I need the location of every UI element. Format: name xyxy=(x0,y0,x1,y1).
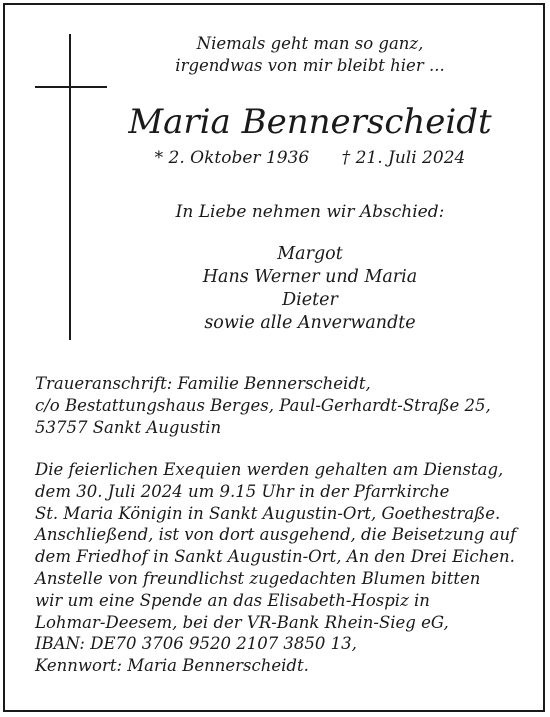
details-line: Anstelle von freundlichst zugedachten Blumen bitten xyxy=(35,568,481,588)
address-line: 53757 Sankt Augustin xyxy=(35,417,222,437)
funeral-details xyxy=(35,459,535,677)
cross-vertical-bar xyxy=(69,34,71,340)
birth-date: * 2. Oktober 1936 xyxy=(154,148,310,168)
mourner-name: Hans Werner und Maria xyxy=(202,267,418,287)
quote-line: irgendwas von mir bleibt hier ... xyxy=(175,56,445,75)
details-line: St. Maria Königin in Sankt Augustin-Ort, Goethestraße. xyxy=(35,503,501,523)
farewell-line: In Liebe nehmen wir Abschied: xyxy=(175,202,445,222)
details-line: IBAN: DE70 3706 9520 2107 3850 13, xyxy=(35,634,357,654)
mourner-name: Margot xyxy=(277,244,343,264)
deceased-name: Maria Bennerscheidt xyxy=(128,102,492,142)
mourners-list xyxy=(110,243,510,335)
details-line: Lohmar-Deesem, bei der VR-Bank Rhein-Sieg eG, xyxy=(35,612,449,632)
details-line: dem 30. Juli 2024 um 9.15 Uhr in der Pfarrkirche xyxy=(35,481,450,501)
details-line: dem Friedhof in Sankt Augustin-Ort, An den Drei Eichen. xyxy=(35,547,515,567)
cross-horizontal-bar xyxy=(35,86,107,88)
details-line: Kennwort: Maria Bennerscheidt. xyxy=(35,656,309,676)
mourner-name: sowie alle Anverwandte xyxy=(204,313,416,333)
address-line: c/o Bestattungshaus Berges, Paul-Gerhardt-Straße 25, xyxy=(35,395,491,415)
life-dates xyxy=(110,147,510,169)
mourner-name: Dieter xyxy=(282,290,338,310)
memorial-quote xyxy=(110,33,510,77)
death-date: † 21. Juli 2024 xyxy=(341,148,466,168)
details-line: wir um eine Spende an das Elisabeth-Hospiz in xyxy=(35,590,430,610)
address-line: Traueranschrift: Familie Bennerscheidt, xyxy=(35,374,371,393)
details-line: Die feierlichen Exequien werden gehalten am Dienstag, xyxy=(35,460,504,479)
quote-line: Niemals geht man so ganz, xyxy=(196,34,424,53)
mourning-address xyxy=(35,373,535,438)
details-line: Anschließend, ist von dort ausgehend, die Beisetzung auf xyxy=(35,525,517,545)
